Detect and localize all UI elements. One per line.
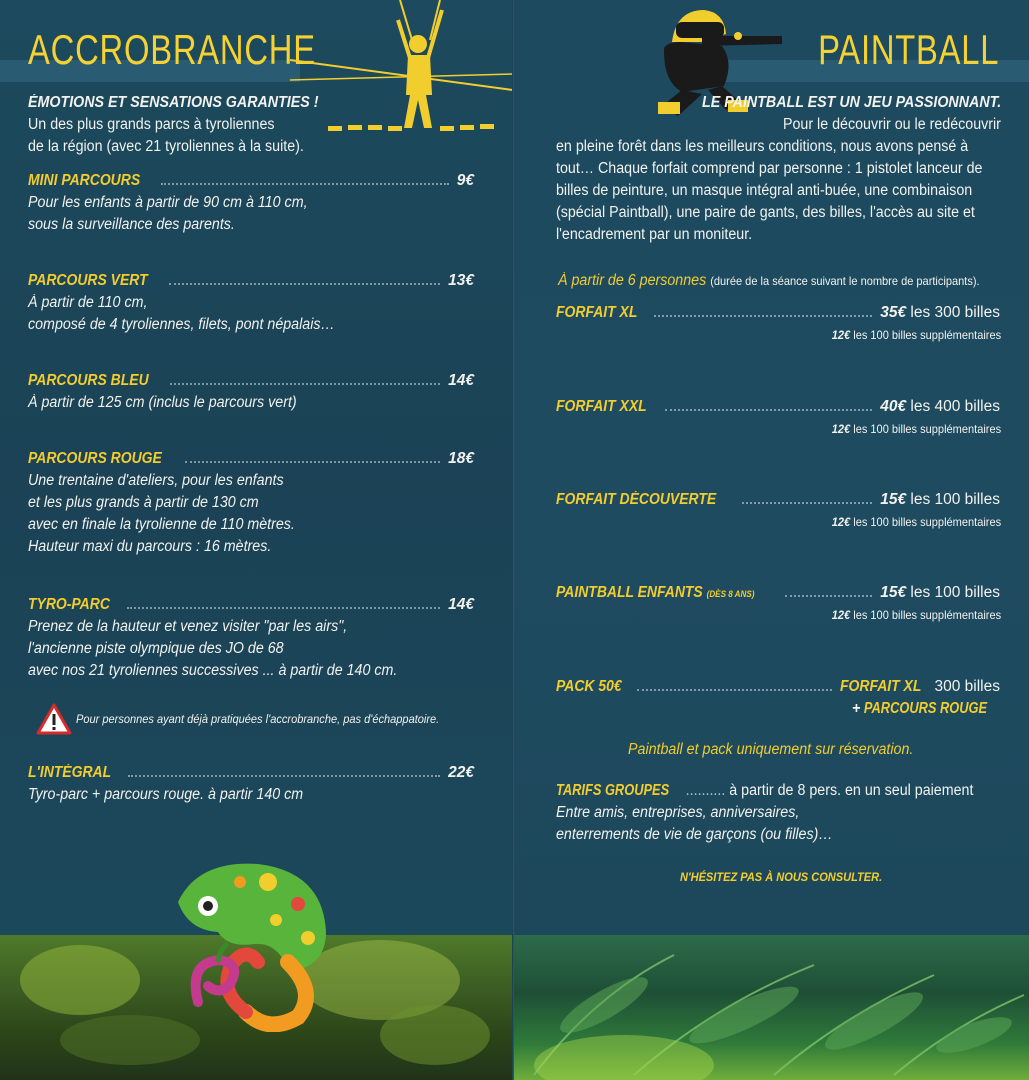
min-people: À partir de 6 personnes bbox=[558, 272, 707, 289]
min-people-line bbox=[558, 270, 980, 292]
price-row-tyro-parc bbox=[28, 594, 474, 616]
forfait-name: FORFAIT XXL bbox=[556, 398, 647, 415]
item-desc: À partir de 110 cm, bbox=[28, 294, 148, 311]
intro-line: en pleine forêt dans les meilleurs conditions, nous avons pensé à bbox=[556, 138, 969, 155]
forfait-price: 15€ bbox=[880, 491, 907, 508]
fern-photo bbox=[514, 935, 1029, 1080]
price-row-parcours-bleu bbox=[28, 370, 474, 392]
pack-parcours: PARCOURS ROUGE bbox=[864, 700, 988, 717]
groupes-name: TARIFS GROUPES bbox=[556, 782, 670, 799]
item-desc: composé de 4 tyroliennes, filets, pont népalais… bbox=[28, 316, 335, 333]
intro-line: tout… Chaque forfait comprend par personne : 1 pistolet lanceur de bbox=[556, 160, 983, 177]
item-name: MINI PARCOURS bbox=[28, 172, 141, 189]
fern-leaves bbox=[514, 935, 1029, 1080]
groupes-detail: à partir de 8 pers. en un seul paiement bbox=[729, 782, 974, 799]
pack-row bbox=[556, 676, 1000, 698]
leader-dots bbox=[665, 409, 872, 411]
item-name: PARCOURS ROUGE bbox=[28, 450, 162, 467]
extra-price: 12€ bbox=[831, 515, 851, 529]
forfait-row-xxl bbox=[556, 396, 1000, 418]
item-desc: et les plus grands à partir de 130 cm bbox=[28, 494, 259, 511]
item-desc: Hauteur maxi du parcours : 16 mètres. bbox=[28, 538, 272, 555]
extra-price: 12€ bbox=[831, 422, 851, 436]
warning-text: Pour personnes ayant déjà pratiquées l'accrobranche, pas d'échappatoire. bbox=[76, 712, 440, 726]
pack-plus-line bbox=[852, 698, 1001, 720]
extra-text: les 100 billes supplémentaires bbox=[853, 515, 1001, 529]
leader-dots bbox=[185, 461, 440, 463]
paintball-panel bbox=[514, 0, 1029, 1080]
item-desc: Prenez de la hauteur et venez visiter "par les airs", bbox=[28, 618, 348, 635]
leader-dots bbox=[128, 775, 440, 777]
item-price: 14€ bbox=[448, 596, 474, 613]
intro-line: Pour le découvrir ou le redécouvrir bbox=[783, 116, 1001, 133]
forfait-price: 35€ bbox=[880, 304, 907, 321]
forfait-unit: les 300 billes bbox=[910, 304, 1000, 321]
leader-dots bbox=[169, 283, 440, 285]
extra-text: les 100 billes supplémentaires bbox=[853, 422, 1001, 436]
intro-line: Un des plus grands parcs à tyroliennes bbox=[28, 116, 275, 133]
climber-illustration bbox=[290, 0, 513, 140]
groupes-dots: .......... bbox=[685, 782, 726, 799]
price-row-parcours-vert bbox=[28, 270, 474, 292]
leader-dots bbox=[161, 183, 449, 185]
item-desc: Une trentaine d'ateliers, pour les enfants bbox=[28, 472, 284, 489]
accrobranche-panel bbox=[0, 0, 513, 1080]
pack-price: 50€ bbox=[598, 678, 622, 695]
leader-dots bbox=[742, 502, 872, 504]
intro-line: l'encadrement par un moniteur. bbox=[556, 226, 753, 243]
forfait-row-xl bbox=[556, 302, 1000, 324]
paintball-title: PAINTBALL bbox=[817, 26, 999, 73]
groupes-desc: Entre amis, entreprises, anniversaires, bbox=[556, 804, 800, 821]
item-desc: À partir de 125 cm (inclus le parcours vert) bbox=[28, 394, 297, 411]
item-price: 14€ bbox=[448, 372, 474, 389]
plus-sign: + bbox=[851, 700, 865, 717]
min-people-note: (durée de la séance suivant le nombre de participants). bbox=[710, 274, 980, 288]
intro-headline: ÉMOTIONS ET SENSATIONS GARANTIES ! bbox=[28, 94, 319, 111]
groupes-desc: enterrements de vie de garçons (ou filles)… bbox=[556, 826, 833, 843]
leader-dots bbox=[170, 383, 440, 385]
item-price: 9€ bbox=[456, 172, 474, 189]
item-desc: Tyro-parc + parcours rouge. à partir 140 cm bbox=[28, 786, 304, 803]
extra-billes-line bbox=[832, 418, 1001, 440]
item-price: 18€ bbox=[448, 450, 474, 467]
pack-billes: 300 billes bbox=[934, 678, 1000, 695]
forfait-unit: les 100 billes bbox=[910, 584, 1000, 601]
extra-price: 12€ bbox=[831, 328, 851, 342]
pack-forfait: FORFAIT XL bbox=[839, 678, 922, 695]
item-desc: avec en finale la tyrolienne de 110 mètres. bbox=[28, 516, 295, 533]
forfait-name: FORFAIT DÉCOUVERTE bbox=[556, 491, 717, 508]
extra-billes-line bbox=[832, 511, 1001, 533]
item-desc: avec nos 21 tyroliennes successives ... à partir de 140 cm. bbox=[28, 662, 398, 679]
groupes-line bbox=[556, 780, 973, 802]
item-price: 13€ bbox=[448, 272, 474, 289]
price-row-mini-parcours bbox=[28, 170, 474, 192]
leader-dots bbox=[637, 689, 832, 691]
forfait-age-note: (DÈS 8 ANS) bbox=[706, 589, 755, 599]
forfait-price: 40€ bbox=[880, 398, 907, 415]
item-price: 22€ bbox=[448, 764, 474, 781]
leader-dots bbox=[654, 315, 872, 317]
extra-price: 12€ bbox=[831, 608, 851, 622]
accrobranche-title: ACCROBRANCHE bbox=[28, 26, 316, 73]
intro-line: de la région (avec 21 tyroliennes à la suite). bbox=[28, 138, 304, 155]
contact-note: N'HÉSITEZ PAS À NOUS CONSULTER. bbox=[680, 870, 883, 884]
extra-text: les 100 billes supplémentaires bbox=[853, 328, 1001, 342]
item-name: PARCOURS BLEU bbox=[28, 372, 149, 389]
forfait-unit: les 400 billes bbox=[910, 398, 1000, 415]
price-row-parcours-rouge bbox=[28, 448, 474, 470]
item-desc: l'ancienne piste olympique des JO de 68 bbox=[28, 640, 284, 657]
extra-text: les 100 billes supplémentaires bbox=[853, 608, 1001, 622]
price-row-integral bbox=[28, 762, 474, 784]
item-name: PARCOURS VERT bbox=[28, 272, 148, 289]
item-desc: sous la surveillance des parents. bbox=[28, 216, 235, 233]
reservation-note: Paintball et pack uniquement sur réservation. bbox=[628, 741, 914, 758]
forfait-name-text: PAINTBALL ENFANTS bbox=[556, 584, 703, 601]
forfait-row-decouverte bbox=[556, 489, 1000, 511]
warning-icon bbox=[36, 703, 72, 735]
pack-name bbox=[556, 676, 622, 698]
extra-billes-line bbox=[832, 604, 1001, 626]
chameleon-illustration bbox=[158, 852, 338, 1032]
forfait-row-enfants bbox=[556, 582, 1000, 605]
item-desc: Pour les enfants à partir de 90 cm à 110 cm, bbox=[28, 194, 308, 211]
intro-line: billes de peinture, un masque intégral anti-buée, une combinaison bbox=[556, 182, 973, 199]
forfait-name: FORFAIT XL bbox=[556, 304, 638, 321]
forfait-name bbox=[556, 582, 754, 605]
intro-headline: LE PAINTBALL EST UN JEU PASSIONNANT. bbox=[701, 94, 1001, 111]
forfait-price: 15€ bbox=[880, 584, 907, 601]
pack-label: PACK bbox=[556, 678, 595, 695]
leader-dots bbox=[785, 595, 873, 597]
intro-line: (spécial Paintball), une paire de gants, des billes, l'accès au site et bbox=[556, 204, 975, 221]
item-name: TYRO-PARC bbox=[28, 596, 110, 613]
leader-dots bbox=[127, 607, 440, 609]
forfait-unit: les 100 billes bbox=[910, 491, 1000, 508]
item-name: L'INTÉGRAL bbox=[28, 764, 112, 781]
extra-billes-line bbox=[832, 324, 1001, 346]
